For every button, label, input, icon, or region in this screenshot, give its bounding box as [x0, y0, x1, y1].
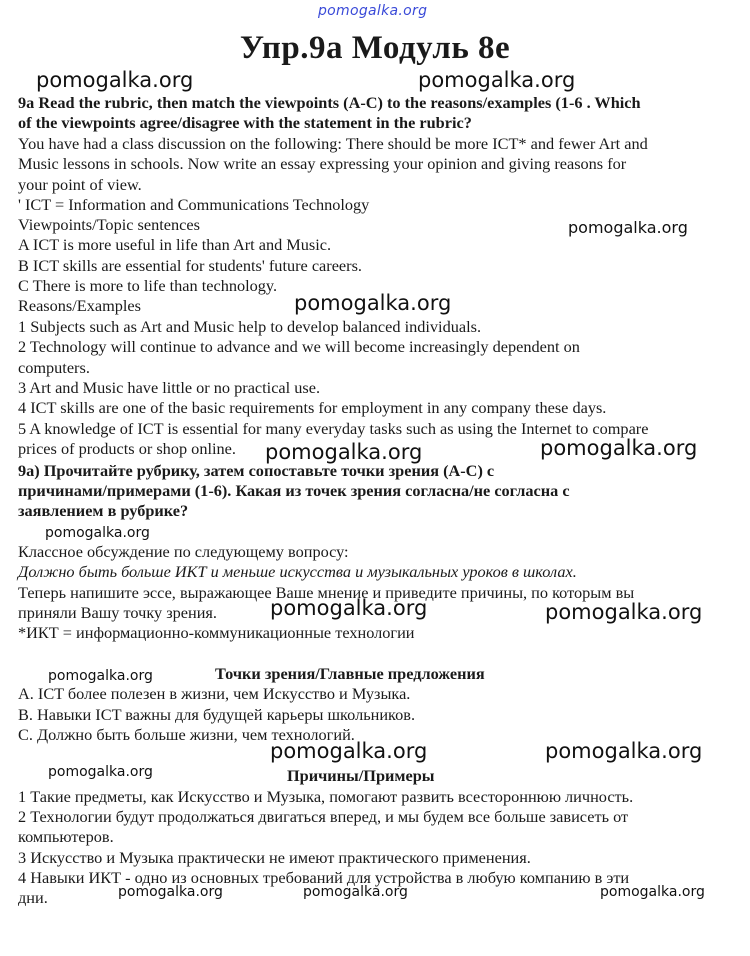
viewpoint-ru-a: A. ICT более полезен в жизни, чем Искусство и Музыка.: [18, 684, 411, 703]
viewpoint-en-c: C There is more to life than technology.: [18, 276, 278, 295]
reasons-heading-ru: Причины/Примеры: [287, 766, 435, 785]
watermark: pomogalka.org: [270, 739, 428, 763]
watermark: pomogalka.org: [600, 884, 705, 900]
essay-ru-line1: Теперь напишите эссе, выражающее Ваше мнение и приведите причины, по которым вы: [18, 583, 635, 602]
watermark: pomogalka.org: [545, 739, 703, 763]
watermark: pomogalka.org: [568, 218, 688, 237]
watermark: pomogalka.org: [48, 764, 153, 780]
watermark: pomogalka.org: [45, 525, 150, 541]
reason-en-5-line2: prices of products or shop online.: [18, 439, 236, 458]
task-en-line1: 9a Read the rubric, then match the viewpoints (A-C) to the reasons/examples (1-6 . Which: [18, 93, 641, 112]
watermark: pomogalka.org: [418, 68, 576, 92]
viewpoint-ru-c: C. Должно быть больше жизни, чем технологий.: [18, 725, 355, 744]
reasons-heading-en: Reasons/Examples: [18, 296, 141, 315]
essay-ru-line2: приняли Вашу точку зрения.: [18, 603, 217, 622]
viewpoints-heading-ru: Точки зрения/Главные предложения: [215, 664, 485, 683]
watermark: pomogalka.org: [118, 884, 223, 900]
watermark: pomogalka.org: [540, 436, 698, 460]
viewpoints-heading-en: Viewpoints/Topic sentences: [18, 215, 200, 234]
watermark: pomogalka.org: [265, 440, 423, 464]
reason-ru-4-line1: 4 Навыки ИКТ - одно из основных требований для устройства в любую компанию в эти: [18, 868, 630, 887]
task-ru-line3: заявлением в рубрике?: [18, 501, 189, 520]
footnote-ru: *ИКТ = информационно-коммуникационные технологии: [18, 623, 415, 642]
task-ru-line2: причинами/примерами (1-6). Какая из точек зрения согласна/не согласна с: [18, 481, 570, 500]
reason-en-2-line1: 2 Technology will continue to advance and we will become increasingly dependent on: [18, 337, 580, 356]
task-ru-line1: 9а) Прочитайте рубрику, затем сопоставьте точки зрения (А-С) с: [18, 461, 495, 480]
watermark: pomogalka.org: [48, 668, 153, 684]
viewpoint-ru-b: B. Навыки ICT важны для будущей карьеры школьников.: [18, 705, 416, 724]
reason-ru-2-line1: 2 Технологии будут продолжаться двигаться вперед, и мы будем все больше зависеть от: [18, 807, 629, 826]
task-en-line2: of the viewpoints agree/disagree with the statement in the rubric?: [18, 113, 472, 132]
reason-en-4: 4 ICT skills are one of the basic requirements for employment in any company these days.: [18, 398, 607, 417]
rubric-en-line2: Music lessons in schools. Now write an essay expressing your opinion and giving reasons for: [18, 154, 627, 173]
rubric-en-line1: You have had a class discussion on the following: There should be more ICT* and fewer Art and: [18, 134, 648, 153]
statement-ru: Должно быть больше ИКТ и меньше искусства и музыкальных уроков в школах.: [18, 562, 577, 581]
reason-en-3: 3 Art and Music have little or no practical use.: [18, 378, 321, 397]
page-title: Упр.9а Модуль 8е: [239, 30, 511, 66]
reason-en-1: 1 Subjects such as Art and Music help to develop balanced individuals.: [18, 317, 482, 336]
watermark-top: pomogalka.org: [318, 3, 428, 19]
watermark: pomogalka.org: [270, 596, 428, 620]
watermark: pomogalka.org: [294, 291, 452, 315]
viewpoint-en-a: A ICT is more useful in life than Art and Music.: [18, 235, 332, 254]
reason-ru-4-line2: дни.: [18, 888, 48, 907]
rubric-en-line3: your point of view.: [18, 175, 142, 194]
watermark: pomogalka.org: [36, 68, 194, 92]
reason-ru-3: 3 Искусство и Музыка практически не имеют практического применения.: [18, 848, 531, 867]
footnote-en: ' ICT = Information and Communications Technology: [18, 195, 370, 214]
viewpoint-en-b: B ICT skills are essential for students' future careers.: [18, 256, 362, 275]
intro-ru: Классное обсуждение по следующему вопросу:: [18, 542, 349, 561]
reason-en-5-line1: 5 A knowledge of ICT is essential for many everyday tasks such as using the Internet to compare: [18, 419, 649, 438]
watermark: pomogalka.org: [303, 884, 408, 900]
watermark: pomogalka.org: [545, 600, 703, 624]
reason-en-2-line2: computers.: [18, 358, 90, 377]
reason-ru-2-line2: компьютеров.: [18, 827, 114, 846]
reason-ru-1: 1 Такие предметы, как Искусство и Музыка, помогают развить всестороннюю личность.: [18, 787, 634, 806]
